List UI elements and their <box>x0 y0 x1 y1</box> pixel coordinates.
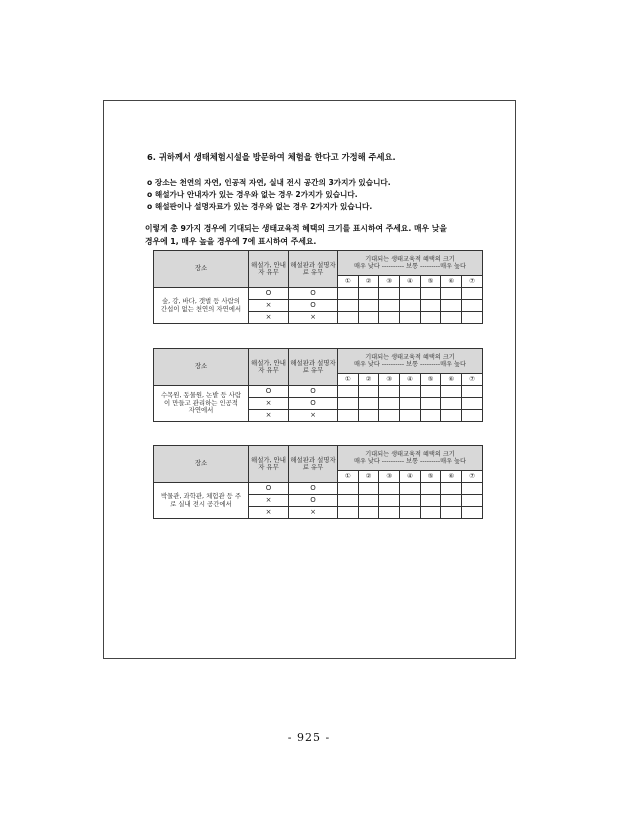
rating-cell[interactable] <box>338 312 359 324</box>
rating-cell[interactable] <box>420 300 441 312</box>
rating-cell[interactable] <box>441 483 462 495</box>
guide-mark: × <box>249 410 289 422</box>
rating-cell[interactable] <box>338 495 359 507</box>
rating-cell[interactable] <box>379 398 400 410</box>
header-scale <box>338 251 483 276</box>
scale-6: ⑥ <box>441 471 462 483</box>
rating-cell[interactable] <box>400 410 421 422</box>
scale-7: ⑦ <box>462 276 483 288</box>
scale-5: ⑤ <box>420 471 441 483</box>
rating-cell[interactable] <box>420 288 441 300</box>
scale-6: ⑥ <box>441 374 462 386</box>
guide-mark: × <box>249 398 289 410</box>
scale-4: ④ <box>400 276 421 288</box>
table-row <box>154 288 483 300</box>
bullet-place-types: o 장소는 천연의 자연, 인공적 자연, 실내 전시 공간의 3가지가 있습니다. <box>147 178 391 187</box>
rating-cell[interactable] <box>441 495 462 507</box>
rating-cell[interactable] <box>379 386 400 398</box>
scale-4: ④ <box>400 471 421 483</box>
header-guide: 해설가, 안내자 유무 <box>249 251 289 288</box>
rating-cell[interactable] <box>358 483 379 495</box>
panel-mark: × <box>289 507 338 519</box>
rating-cell[interactable] <box>441 300 462 312</box>
header-place: 장소 <box>154 251 249 288</box>
rating-cell[interactable] <box>358 507 379 519</box>
panel-mark: O <box>289 483 338 495</box>
rating-cell[interactable] <box>400 398 421 410</box>
rating-cell[interactable] <box>379 507 400 519</box>
scale-7: ⑦ <box>462 471 483 483</box>
rating-cell[interactable] <box>420 312 441 324</box>
rating-cell[interactable] <box>462 300 483 312</box>
scale-2: ② <box>358 471 379 483</box>
survey-table-natural <box>153 250 483 324</box>
scale-6: ⑥ <box>441 276 462 288</box>
rating-cell[interactable] <box>462 288 483 300</box>
scale-title: 기대되는 생태교육적 혜택의 크기 <box>365 353 455 361</box>
guide-mark: × <box>249 312 289 324</box>
guide-mark: × <box>249 495 289 507</box>
rating-cell[interactable] <box>379 410 400 422</box>
rating-cell[interactable] <box>338 386 359 398</box>
guide-mark: × <box>249 507 289 519</box>
rating-cell[interactable] <box>441 288 462 300</box>
guide-mark: O <box>249 483 289 495</box>
rating-cell[interactable] <box>462 312 483 324</box>
rating-cell[interactable] <box>420 410 441 422</box>
question-title: 6. 귀하께서 생태체험시설을 방문하여 체험을 한다고 가정해 주세요. <box>147 152 396 162</box>
rating-cell[interactable] <box>462 410 483 422</box>
rating-cell[interactable] <box>400 288 421 300</box>
survey-table-artificial <box>153 348 483 422</box>
panel-mark: × <box>289 312 338 324</box>
rating-cell[interactable] <box>358 495 379 507</box>
survey-table-indoor <box>153 445 483 519</box>
scale-range: 매우 낮다 ---------- 보통 ---------매우 높다 <box>353 458 466 465</box>
rating-cell[interactable] <box>420 386 441 398</box>
instruction-line-1: 이렇게 총 9가지 경우에 기대되는 생태교육적 혜택의 크기를 표시하여 주세요. 매우 낮을 <box>145 224 447 233</box>
scale-1: ① <box>338 276 359 288</box>
place-label: 박물관, 과학관, 체험관 등 주로 실내 전시 공간에서 <box>154 483 249 519</box>
scale-3: ③ <box>379 374 400 386</box>
rating-cell[interactable] <box>358 398 379 410</box>
bullet-guide: o 해설가나 안내자가 있는 경우와 없는 경우 2가지가 있습니다. <box>147 190 358 199</box>
panel-mark: O <box>289 386 338 398</box>
rating-cell[interactable] <box>441 312 462 324</box>
rating-cell[interactable] <box>338 483 359 495</box>
rating-cell[interactable] <box>420 507 441 519</box>
header-guide: 해설가, 안내자 유무 <box>249 446 289 483</box>
page-number: - 925 - <box>287 731 331 744</box>
rating-cell[interactable] <box>338 507 359 519</box>
scale-7: ⑦ <box>462 374 483 386</box>
scale-1: ① <box>338 374 359 386</box>
panel-mark: O <box>289 288 338 300</box>
rating-cell[interactable] <box>379 300 400 312</box>
rating-cell[interactable] <box>462 507 483 519</box>
rating-cell[interactable] <box>400 495 421 507</box>
panel-mark: O <box>289 495 338 507</box>
rating-cell[interactable] <box>420 495 441 507</box>
rating-cell[interactable] <box>441 507 462 519</box>
guide-mark: × <box>249 300 289 312</box>
rating-cell[interactable] <box>358 312 379 324</box>
rating-cell[interactable] <box>400 312 421 324</box>
scale-4: ④ <box>400 374 421 386</box>
header-scale <box>338 446 483 471</box>
rating-cell[interactable] <box>441 386 462 398</box>
rating-cell[interactable] <box>379 312 400 324</box>
rating-cell[interactable] <box>379 288 400 300</box>
header-guide: 해설가, 안내자 유무 <box>249 349 289 386</box>
rating-cell[interactable] <box>462 495 483 507</box>
rating-cell[interactable] <box>358 410 379 422</box>
header-panel: 해설판과 설명자료 유무 <box>289 251 338 288</box>
table-row <box>154 386 483 398</box>
panel-mark: O <box>289 300 338 312</box>
scale-range: 매우 낮다 ---------- 보통 ---------매우 높다 <box>353 361 466 368</box>
rating-cell[interactable] <box>338 398 359 410</box>
header-place: 장소 <box>154 446 249 483</box>
header-panel: 해설판과 설명자료 유무 <box>289 446 338 483</box>
rating-cell[interactable] <box>400 483 421 495</box>
rating-cell[interactable] <box>338 300 359 312</box>
rating-cell[interactable] <box>420 398 441 410</box>
scale-3: ③ <box>379 276 400 288</box>
guide-mark: O <box>249 386 289 398</box>
scale-title: 기대되는 생태교육적 혜택의 크기 <box>365 255 455 263</box>
rating-cell[interactable] <box>441 398 462 410</box>
rating-cell[interactable] <box>379 483 400 495</box>
rating-cell[interactable] <box>338 288 359 300</box>
place-label: 숲, 강, 바다, 갯벌 등 사람의 간섭이 없는 천연의 자연에서 <box>154 288 249 324</box>
rating-cell[interactable] <box>358 288 379 300</box>
rating-cell[interactable] <box>400 300 421 312</box>
bullet-panel: o 해설판이나 설명자료가 있는 경우와 없는 경우 2가지가 있습니다. <box>147 202 373 211</box>
panel-mark: × <box>289 410 338 422</box>
scale-2: ② <box>358 276 379 288</box>
instruction-line-2: 경우에 1, 매우 높을 경우에 7에 표시하여 주세요. <box>145 237 317 246</box>
scale-range: 매우 낮다 ---------- 보통 ---------매우 높다 <box>353 263 466 270</box>
scale-5: ⑤ <box>420 374 441 386</box>
rating-cell[interactable] <box>400 386 421 398</box>
scale-1: ① <box>338 471 359 483</box>
scale-title: 기대되는 생태교육적 혜택의 크기 <box>365 450 455 458</box>
scale-2: ② <box>358 374 379 386</box>
scale-5: ⑤ <box>420 276 441 288</box>
guide-mark: O <box>249 288 289 300</box>
header-scale <box>338 349 483 374</box>
place-label: 수목원, 동물원, 논밭 등 사람이 만들고 관리하는 인공적 자연에서 <box>154 386 249 422</box>
rating-cell[interactable] <box>462 386 483 398</box>
header-place: 장소 <box>154 349 249 386</box>
rating-cell[interactable] <box>358 386 379 398</box>
rating-cell[interactable] <box>400 507 421 519</box>
rating-cell[interactable] <box>420 483 441 495</box>
rating-cell[interactable] <box>462 398 483 410</box>
rating-cell[interactable] <box>441 410 462 422</box>
header-panel: 해설판과 설명자료 유무 <box>289 349 338 386</box>
rating-cell[interactable] <box>379 495 400 507</box>
scale-3: ③ <box>379 471 400 483</box>
rating-cell[interactable] <box>462 483 483 495</box>
rating-cell[interactable] <box>358 300 379 312</box>
rating-cell[interactable] <box>338 410 359 422</box>
panel-mark: O <box>289 398 338 410</box>
table-row <box>154 483 483 495</box>
